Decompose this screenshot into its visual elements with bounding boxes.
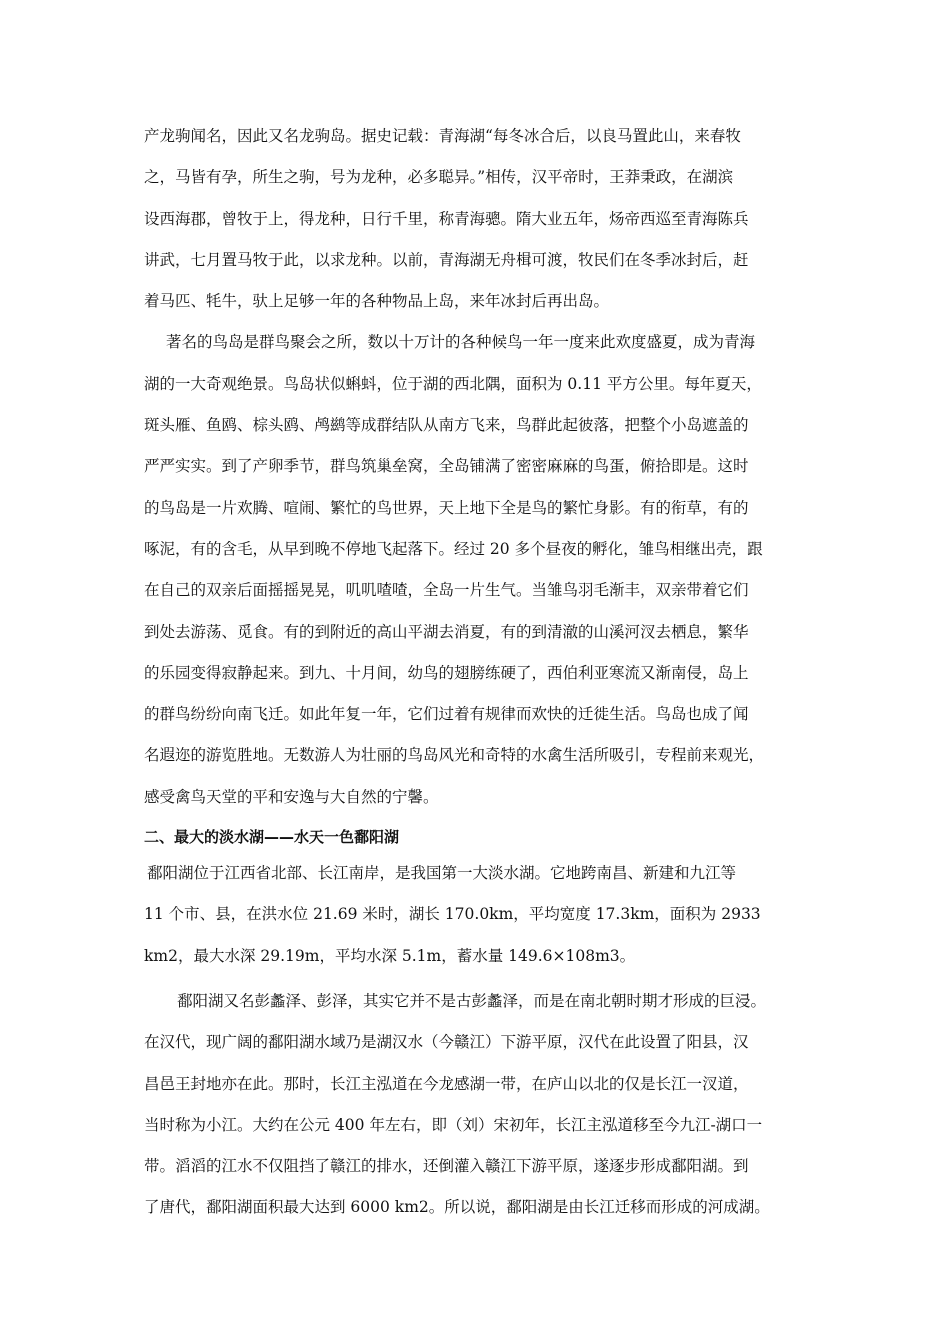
paragraph-line: 了唐代，鄱阳湖面积最大达到 6000 km2。所以说，鄱阳湖是由长江迁移而形成的河成湖。 xyxy=(144,1198,770,1217)
paragraph-line: 昌邑王封地亦在此。那时，长江主泓道在今龙感湖一带，在庐山以北的仅是长江一汊道， xyxy=(144,1074,749,1093)
paragraph-line: 湖的一大奇观绝景。鸟岛状似蝌蚪，位于湖的西北隅，面积为 0.11 平方公里。每年夏天， xyxy=(144,374,762,393)
paragraph-line: 著名的鸟岛是群鸟聚会之所，数以十万计的各种候鸟一年一度来此欢度盛夏，成为青海 xyxy=(166,333,756,352)
paragraph-poyang-history xyxy=(144,981,814,1229)
paragraph-line: 斑头雁、鱼鸥、棕头鸥、鸬鹚等成群结队从南方飞来，鸟群此起彼落，把整个小岛遮盖的 xyxy=(144,416,749,435)
paragraph-line: 带。滔滔的江水不仅阻挡了赣江的排水，还倒灌入赣江下游平原，遂逐步形成鄱阳湖。到 xyxy=(144,1157,749,1176)
paragraph-line: 当时称为小江。大约在公元 400 年左右，即（刘）宋初年，长江主泓道移至今九江-湖口一 xyxy=(144,1115,763,1134)
section-heading: 二、最大的淡水湖——水天一色鄱阳湖 xyxy=(144,828,400,847)
paragraph-line: km2，最大水深 29.19m，平均水深 5.1m，蓄水量 149.6×108m3。 xyxy=(144,946,636,965)
paragraph-line: 的鸟岛是一片欢腾、喧闹、繁忙的鸟世界，天上地下全是鸟的繁忙身影。有的衔草，有的 xyxy=(144,498,749,517)
paragraph-line: 讲武，七月置马牧于此，以求龙种。以前，青海湖无舟楫可渡，牧民们在冬季冰封后，赶 xyxy=(144,250,749,269)
paragraph-poyang-location xyxy=(144,853,814,977)
paragraph-line: 到处去游荡、觅食。有的到附近的高山平湖去消夏，有的到清澈的山溪河汊去栖息，繁华 xyxy=(144,622,749,641)
paragraph-line: 之，马皆有孕，所生之驹，号为龙种，必多聪异。”相传，汉平帝时，王莽秉政，在湖滨 xyxy=(144,168,734,187)
paragraph-line: 11 个市、县，在洪水位 21.69 米时，湖长 170.0km，平均宽度 17.3km，面积为 2933 xyxy=(144,905,761,924)
paragraph-line: 在汉代，现广阔的鄱阳湖水域乃是湖汉水（今赣江）下游平原，汉代在此设置了阳县，汉 xyxy=(144,1033,749,1052)
paragraph-line: 在自己的双亲后面摇摇晃晃，叽叽喳喳，全岛一片生气。当雏鸟羽毛渐丰，双亲带着它们 xyxy=(144,581,749,600)
paragraph-longju-island xyxy=(144,116,814,322)
paragraph-line: 着马匹、牦牛，驮上足够一年的各种物品上岛，来年冰封后再出岛。 xyxy=(144,292,610,311)
paragraph-line: 产龙驹闻名，因此又名龙驹岛。据史记载：青海湖“每冬冰合后，以良马置此山，来春牧 xyxy=(144,127,741,145)
paragraph-line: 的群鸟纷纷向南飞迁。如此年复一年，它们过着有规律而欢快的迁徙生活。鸟岛也成了闻 xyxy=(144,705,749,724)
paragraph-line: 的乐园变得寂静起来。到九、十月间，幼鸟的翅膀练硬了，西伯利亚寒流又渐南侵，岛上 xyxy=(144,663,749,682)
paragraph-bird-island xyxy=(144,322,814,818)
paragraph-line: 感受禽鸟天堂的平和安逸与大自然的宁馨。 xyxy=(144,787,439,806)
paragraph-line: 鄱阳湖位于江西省北部、长江南岸，是我国第一大淡水湖。它地跨南昌、新建和九江等 xyxy=(147,864,737,883)
paragraph-line: 啄泥，有的含毛，从早到晚不停地飞起落下。经过 20 多个昼夜的孵化，雏鸟相继出壳，跟 xyxy=(144,539,763,558)
paragraph-line: 设西海郡，曾牧于上，得龙种，日行千里，称青海骢。隋大业五年，炀帝西巡至青海陈兵 xyxy=(144,209,749,228)
paragraph-line: 严严实实。到了产卵季节，群鸟筑巢垒窝，全岛铺满了密密麻麻的鸟蛋，俯拾即是。这时 xyxy=(144,457,749,476)
paragraph-line: 名遐迩的游览胜地。无数游人为壮丽的鸟岛风光和奇特的水禽生活所吸引，专程前来观光， xyxy=(144,746,765,765)
paragraph-line: 鄱阳湖又名彭蠡泽、彭泽，其实它并不是古彭蠡泽，而是在南北朝时期才形成的巨浸。 xyxy=(177,991,767,1010)
document-body xyxy=(144,116,814,1229)
